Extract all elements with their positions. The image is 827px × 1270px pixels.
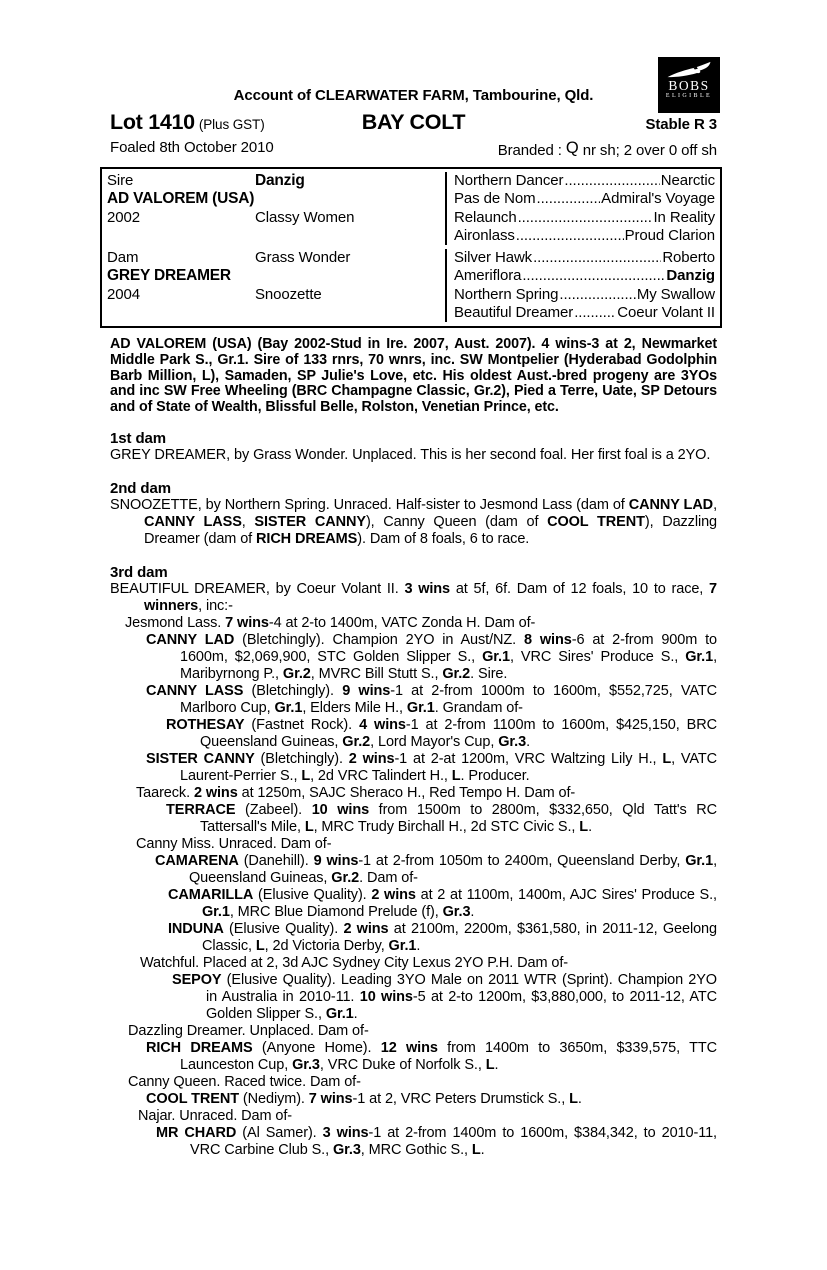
brand-symbol: Q xyxy=(565,139,579,157)
pedigree-paragraph: Najar. Unraced. Dam of- xyxy=(138,1107,293,1124)
pedigree-paragraph: Canny Miss. Unraced. Dam of- xyxy=(136,835,332,852)
account-line: Account of CLEARWATER FARM, Tambourine, Qld. xyxy=(233,87,594,104)
pedigree-paragraph: Canny Queen. Raced twice. Dam of- xyxy=(128,1073,361,1090)
pedigree-paragraph: TERRACE (Zabeel). 10 wins from 1500m to 2800m, $332,650, Qld Tatt's RC Tattersall's Mile, L, MRC Trudy Birchall H., 2d STC Civic S., L. xyxy=(166,801,718,835)
pedigree-paragraph: CAMARENA (Danehill). 9 wins-1 at 2-from 1050m to 2400m, Queensland Derby, Gr.1, Queensland Guineas, Gr.2. Dam of- xyxy=(155,852,717,886)
pedigree-paragraph: GREY DREAMER, by Grass Wonder. Unplaced. This is her second foal. Her first foal is a 2YO. xyxy=(110,446,711,463)
pedigree-grandparent-pair xyxy=(445,304,715,322)
pedigree-row xyxy=(107,249,715,267)
ancestor-sire-name: Nearctic xyxy=(660,172,715,189)
bobs-subtitle: ELIGIBLE xyxy=(665,93,713,99)
pedigree-paragraph: COOL TRENT (Nediym). 7 wins-1 at 2, VRC Peters Drumstick S., L. xyxy=(146,1090,582,1107)
stable-reference: Stable R 3 xyxy=(645,116,717,133)
pedigree-paragraph: Jesmond Lass. 7 wins-4 at 2-to 1400m, VATC Zonda H. Dam of- xyxy=(125,614,536,631)
pedigree-col2: Snoozette xyxy=(255,285,322,303)
pedigree-col1: 2002 xyxy=(107,208,140,226)
lot-number: Lot 1410 xyxy=(110,110,195,134)
pedigree-paragraph: CAMARILLA (Elusive Quality). 2 wins at 2 at 1100m, 1400m, AJC Sires' Produce S., Gr.1, MRC Blue Diamond Prelude (f), Gr.3. xyxy=(168,886,717,920)
pedigree-paragraph: MR CHARD (Al Samer). 3 wins-1 at 2-from 1400m to 1600m, $384,342, to 2010-11, VRC Carbine Club S., Gr.3, MRC Gothic S., L. xyxy=(156,1124,717,1158)
pedigree-row xyxy=(107,227,715,245)
pedigree-grandparent-pair xyxy=(445,209,715,227)
pedigree-col1: Sire xyxy=(107,172,134,189)
bobs-title: BOBS xyxy=(668,78,710,93)
page-title-horse-type: BAY COLT xyxy=(361,110,466,134)
dot-leader xyxy=(516,227,624,245)
foaled-date: Foaled 8th October 2010 xyxy=(110,139,274,156)
pedigree-row xyxy=(107,304,715,322)
pedigree-paragraph: SNOOZETTE, by Northern Spring. Unraced. Half-sister to Jesmond Lass (dam of CANNY LAD, CANNY LASS, SISTER CANNY), Canny Queen (dam of COOL TRENT), Dazzling Dreamer (dam of RICH DREAMS). Dam of 8 foals, 6 to race. xyxy=(110,496,718,547)
pedigree-grandparent-pair xyxy=(445,249,715,267)
pedigree-row xyxy=(107,286,715,304)
pedigree-paragraph: CANNY LASS (Bletchingly). 9 wins-1 at 2-from 1000m to 1600m, $552,725, VATC Marlboro Cup, Gr.1, Elders Mile H., Gr.1. Grandam of- xyxy=(146,682,717,716)
pedigree-col1: 2004 xyxy=(107,285,140,303)
dam-heading: 3rd dam xyxy=(110,563,168,581)
dot-leader xyxy=(522,267,665,285)
pedigree-col2: Danzig xyxy=(255,172,305,189)
pedigree-paragraph: SISTER CANNY (Bletchingly). 2 wins-1 at 2-at 1200m, VRC Waltzing Lily H., L, VATC Laurent-Perrier S., L, 2d VRC Talindert H., L. Producer. xyxy=(146,750,718,784)
dot-leader xyxy=(564,172,659,190)
ancestor-sire-name: Roberto xyxy=(662,249,715,267)
pedigree-paragraph: ROTHESAY (Fastnet Rock). 4 wins-1 at 2-from 1100m to 1600m, $425,150, BRC Queensland Guineas, Gr.2, Lord Mayor's Cup, Gr.3. xyxy=(166,716,717,750)
pedigree-grandparent-pair xyxy=(445,190,715,208)
lot-row xyxy=(110,110,717,135)
pedigree-paragraph: BEAUTIFUL DREAMER, by Coeur Volant II. 3 wins at 5f, 6f. Dam of 12 foals, 10 to race, 7 winners, inc:- xyxy=(110,580,718,614)
dam-heading: 2nd dam xyxy=(110,479,171,497)
ancestor-name: Pas de Nom xyxy=(454,190,536,208)
pedigree-grandparent-pair xyxy=(445,286,715,304)
ancestor-name: Beautiful Dreamer xyxy=(454,304,574,322)
pedigree-col2: Grass Wonder xyxy=(255,249,351,267)
pedigree-grandparent-pair xyxy=(445,227,715,245)
ancestor-name: Northern Dancer xyxy=(454,172,564,189)
lot-left xyxy=(110,110,362,135)
gst-note: (Plus GST) xyxy=(198,117,265,132)
pedigree-row xyxy=(107,190,715,208)
pedigree-paragraph: INDUNA (Elusive Quality). 2 wins at 2100m, 2200m, $361,580, in 2011-12, Geelong Classic, L, 2d Victoria Derby, Gr.1. xyxy=(168,920,717,954)
dam-heading: 1st dam xyxy=(110,429,166,447)
dot-leader xyxy=(559,286,635,304)
branded-info: Branded : Q nr sh; 2 over 0 off sh xyxy=(497,139,717,159)
sire-summary: AD VALOREM (USA) (Bay 2002-Stud in Ire. 2007, Aust. 2007). 4 wins-3 at 2, Newmarket Middle Park S., Gr.1. Sire of 133 rnrs, 70 wnrs, inc. SW Montpelier (Hyderabad Godolphin Barb Million, L), Samaden, SP Julie's Love, etc. His oldest Aust.-bred progeny are 3YOs and inc SW Free Wheeling (BRC Champagne Classic, Gr.2), Pied a Terre, Uate, SP Detours and of State of Wealth, Blissful Belle, Rolston, Venetian Prince, etc. xyxy=(110,336,717,415)
pedigree-table xyxy=(100,167,722,328)
pedigree-paragraph: SEPOY (Elusive Quality). Leading 3YO Male on 2011 WTR (Sprint). Champion 2YO in Australia in 2010-11. 10 wins-5 at 2-to 1200m, $3,880,000, to 2011-12, ATC Golden Slipper S., Gr.1. xyxy=(172,971,718,1022)
ancestor-sire-name: Proud Clarion xyxy=(624,226,715,244)
pedigree-paragraph: Watchful. Placed at 2, 3d AJC Sydney City Lexus 2YO P.H. Dam of- xyxy=(140,954,568,971)
ancestor-sire-name: Coeur Volant II xyxy=(617,304,715,322)
ancestor-name: Silver Hawk xyxy=(454,249,533,267)
ancestor-name: Aironlass xyxy=(454,226,515,244)
pedigree-paragraph: CANNY LAD (Bletchingly). Champion 2YO in Aust/NZ. 8 wins-6 at 2-from 900m to 1600m, $2,069,900, STC Golden Slipper S., Gr.1, VRC Sires' Produce S., Gr.1, Maribyrnong P., Gr.2, MVRC Bill Stutt S., Gr.2. Sire. xyxy=(146,631,718,682)
ancestor-name: Relaunch xyxy=(454,208,517,226)
dam-sections xyxy=(110,430,717,1159)
dot-leader xyxy=(518,209,653,227)
pedigree-col1: AD VALOREM (USA) xyxy=(107,190,255,208)
pedigree-paragraph: RICH DREAMS (Anyone Home). 12 wins from 1400m to 3650m, $339,575, TTC Launceston Cup, Gr.3, VRC Duke of Norfolk S., L. xyxy=(146,1039,718,1073)
page-content xyxy=(107,0,718,1159)
dot-leader xyxy=(533,249,661,267)
pedigree-row xyxy=(107,172,715,190)
dot-leader xyxy=(574,304,616,322)
pedigree-col1: Dam xyxy=(107,249,139,267)
pedigree-paragraph: Dazzling Dreamer. Unplaced. Dam of- xyxy=(128,1022,369,1039)
ancestor-sire-name: In Reality xyxy=(653,208,715,226)
pedigree-col1: GREY DREAMER xyxy=(107,267,231,285)
pedigree-grandparent-pair xyxy=(445,267,715,285)
ancestor-sire-name: My Swallow xyxy=(636,285,715,303)
ancestor-name: Ameriflora xyxy=(454,267,522,285)
ancestor-sire-name: Admiral's Voyage xyxy=(601,190,715,208)
pedigree-row xyxy=(107,209,715,227)
pedigree-col2: Classy Women xyxy=(255,208,355,226)
pedigree-paragraph: Taareck. 2 wins at 1250m, SAJC Sheraco H., Red Tempo H. Dam of- xyxy=(136,784,576,801)
ancestor-name: Northern Spring xyxy=(454,285,559,303)
ancestor-sire-name: Danzig xyxy=(666,267,715,285)
pedigree-row xyxy=(107,267,715,285)
foaled-row xyxy=(110,139,717,159)
dot-leader xyxy=(537,190,601,208)
pedigree-grandparent-pair xyxy=(445,172,715,190)
